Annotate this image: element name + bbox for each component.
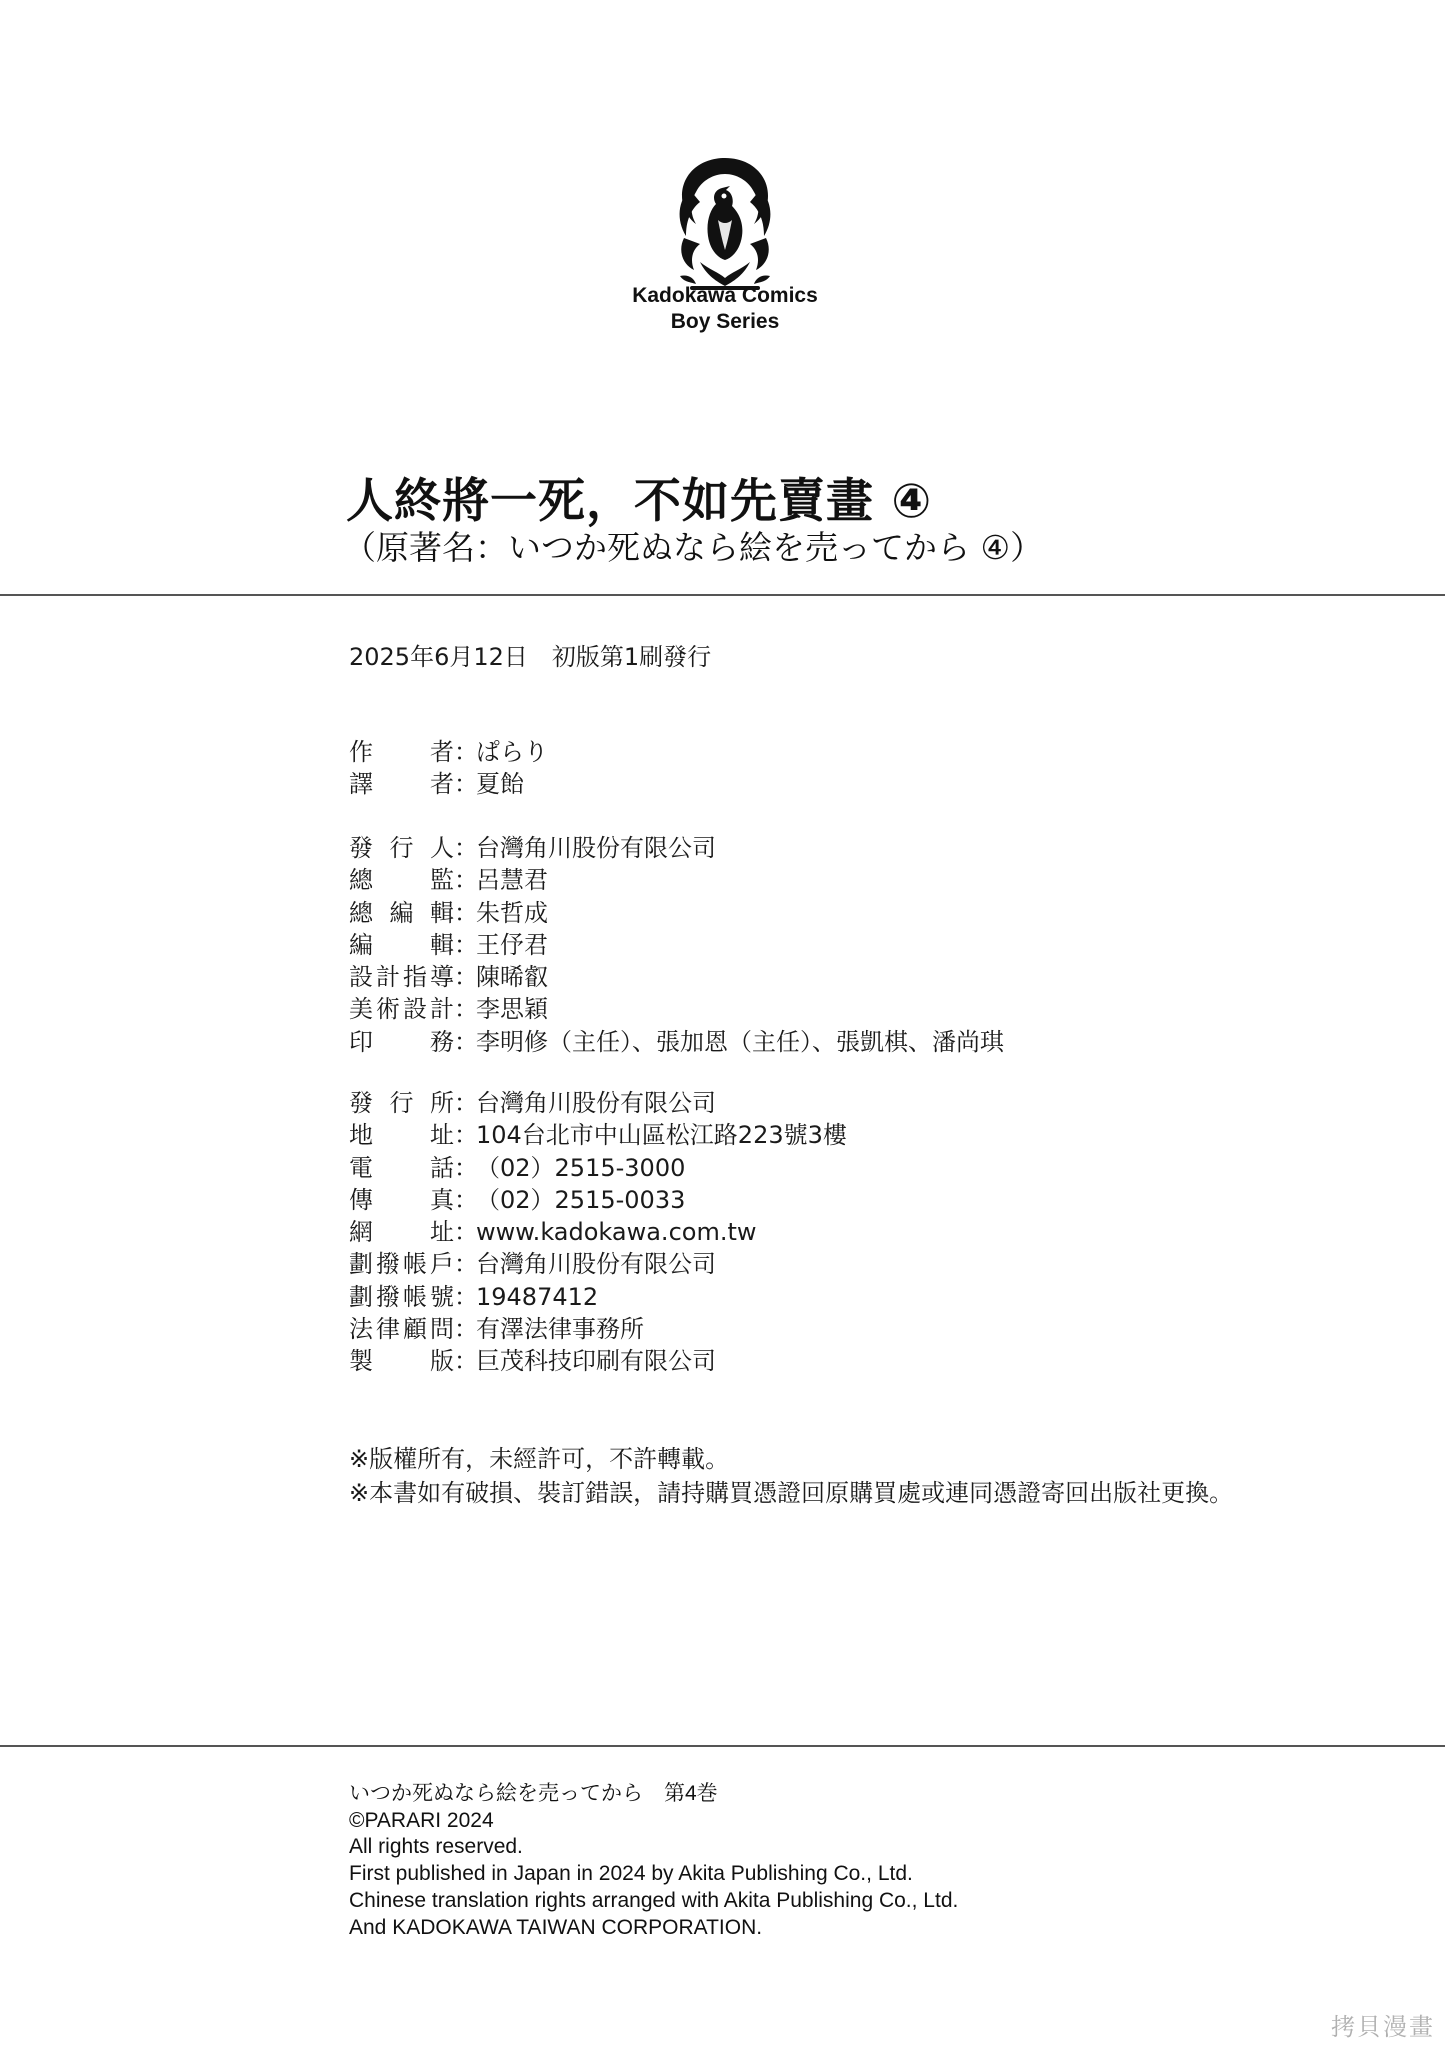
credit-row: 設計指導 ： 陳晞叡 xyxy=(349,961,1004,993)
credit-value: 李明修（主任）、張加恩（主任）、張凱棋、潘尚琪 xyxy=(476,1027,1004,1056)
credit-label: 製版 xyxy=(349,1347,454,1376)
phoenix-icon xyxy=(660,150,790,300)
footer-line: All rights reserved. xyxy=(349,1835,523,1859)
edition-date: 2025年6月12日 初版第1刷發行 xyxy=(349,643,712,671)
bottom-divider xyxy=(0,1745,1445,1747)
credit-row: 美術設計 ： 李思穎 xyxy=(349,993,1004,1025)
credit-value: 19487412 xyxy=(476,1282,599,1311)
footer-line: いつか死ぬなら絵を売ってから 第4巻 xyxy=(349,1782,718,1805)
credit-row: 譯者 ： 夏飴 xyxy=(349,768,548,800)
credit-row: 法律顧問 ： 有澤法律事務所 xyxy=(349,1313,847,1345)
credit-label: 總編輯 xyxy=(349,898,454,927)
original-title: （原著名：いつか死ぬなら絵を売ってから ④） xyxy=(343,528,1044,567)
credit-row: 傳真 ： （02）2515-0033 xyxy=(349,1184,847,1216)
credit-row: 劃撥帳戶 ： 台灣角川股份有限公司 xyxy=(349,1248,847,1280)
credit-value: 李思穎 xyxy=(476,995,548,1024)
footer-line: ©PARARI 2024 xyxy=(349,1808,494,1832)
credit-value: 夏飴 xyxy=(476,770,524,799)
logo-line-2: Boy Series xyxy=(670,310,780,333)
credit-label: 網址 xyxy=(349,1218,454,1247)
footer-line: And KADOKAWA TAIWAN CORPORATION. xyxy=(349,1915,763,1939)
credit-label: 總監 xyxy=(349,866,454,895)
credit-value: 陳晞叡 xyxy=(476,963,548,992)
credit-label: 法律顧問 xyxy=(349,1315,454,1344)
credits-publisher xyxy=(349,1087,847,1378)
watermark: 拷貝漫畫 xyxy=(1331,2013,1435,2041)
credit-row: 作者 ： ぱらり xyxy=(349,736,548,768)
credit-label: 傳真 xyxy=(349,1185,454,1214)
credit-value: 朱哲成 xyxy=(476,898,548,927)
credit-row: 劃撥帳號 ： 19487412 xyxy=(349,1281,847,1313)
credit-label: 設計指導 xyxy=(349,963,454,992)
credit-row: 發行所 ： 台灣角川股份有限公司 xyxy=(349,1087,847,1119)
credit-value: 王伃君 xyxy=(476,930,548,959)
credit-row: 網址 ： www.kadokawa.com.tw xyxy=(349,1216,847,1248)
notice-line: ※本書如有破損、裝訂錯誤，請持購買憑證回原購買處或連同憑證寄回出版社更換。 xyxy=(349,1479,1234,1507)
credit-label: 發行所 xyxy=(349,1089,454,1117)
credit-label: 編輯 xyxy=(349,930,454,959)
credit-label: 作者 xyxy=(349,738,454,766)
credit-value: 台灣角川股份有限公司 xyxy=(476,1250,716,1279)
book-title: 人終將一死，不如先賣畫 ④ xyxy=(346,474,933,529)
credit-label: 電話 xyxy=(349,1153,454,1182)
credit-value: 台灣角川股份有限公司 xyxy=(476,1089,716,1117)
credit-value: 巨茂科技印刷有限公司 xyxy=(476,1347,716,1376)
credit-row: 製版 ： 巨茂科技印刷有限公司 xyxy=(349,1345,847,1377)
credit-label: 譯者 xyxy=(349,770,454,799)
credit-label: 美術設計 xyxy=(349,995,454,1024)
copyright-notices xyxy=(349,1442,1233,1510)
credit-label: 劃撥帳號 xyxy=(349,1282,454,1311)
credit-value: 台灣角川股份有限公司 xyxy=(476,834,716,862)
credit-label: 發行人 xyxy=(349,834,454,862)
credit-row: 編輯 ： 王伃君 xyxy=(349,929,1004,961)
credit-label: 地址 xyxy=(349,1121,454,1150)
footer-line: Chinese translation rights arranged with Akita Publishing Co., Ltd. xyxy=(349,1888,959,1912)
footer-line: First published in Japan in 2024 by Akita Publishing Co., Ltd. xyxy=(349,1862,913,1886)
credit-value: 104台北市中山區松江路223號3樓 xyxy=(476,1121,847,1150)
credit-row: 印務 ： 李明修（主任）、張加恩（主任）、張凱棋、潘尚琪 xyxy=(349,1026,1004,1058)
website-link[interactable]: www.kadokawa.com.tw xyxy=(476,1218,757,1247)
notice-line: ※版權所有，未經許可，不許轉載。 xyxy=(349,1445,730,1473)
credits-staff xyxy=(349,832,1004,1058)
credit-value: ぱらり xyxy=(476,738,548,766)
credit-value: （02）2515-3000 xyxy=(476,1153,686,1182)
credit-row: 總監 ： 呂慧君 xyxy=(349,864,1004,896)
credits-authors xyxy=(349,736,548,801)
credit-value: （02）2515-0033 xyxy=(476,1185,686,1214)
credit-row: 發行人 ： 台灣角川股份有限公司 xyxy=(349,832,1004,864)
credit-row: 地址 ： 104台北市中山區松江路223號3樓 xyxy=(349,1119,847,1151)
logo-line-1: Kadokawa Comics xyxy=(632,284,818,307)
credit-label: 印務 xyxy=(349,1027,454,1056)
top-divider xyxy=(0,594,1445,596)
credit-label: 劃撥帳戶 xyxy=(349,1250,454,1279)
credit-value: 有澤法律事務所 xyxy=(476,1315,644,1344)
rights-footer xyxy=(349,1781,958,1941)
credit-value: 呂慧君 xyxy=(476,866,548,895)
credit-row: 總編輯 ： 朱哲成 xyxy=(349,897,1004,929)
credit-row: 電話 ： （02）2515-3000 xyxy=(349,1152,847,1184)
